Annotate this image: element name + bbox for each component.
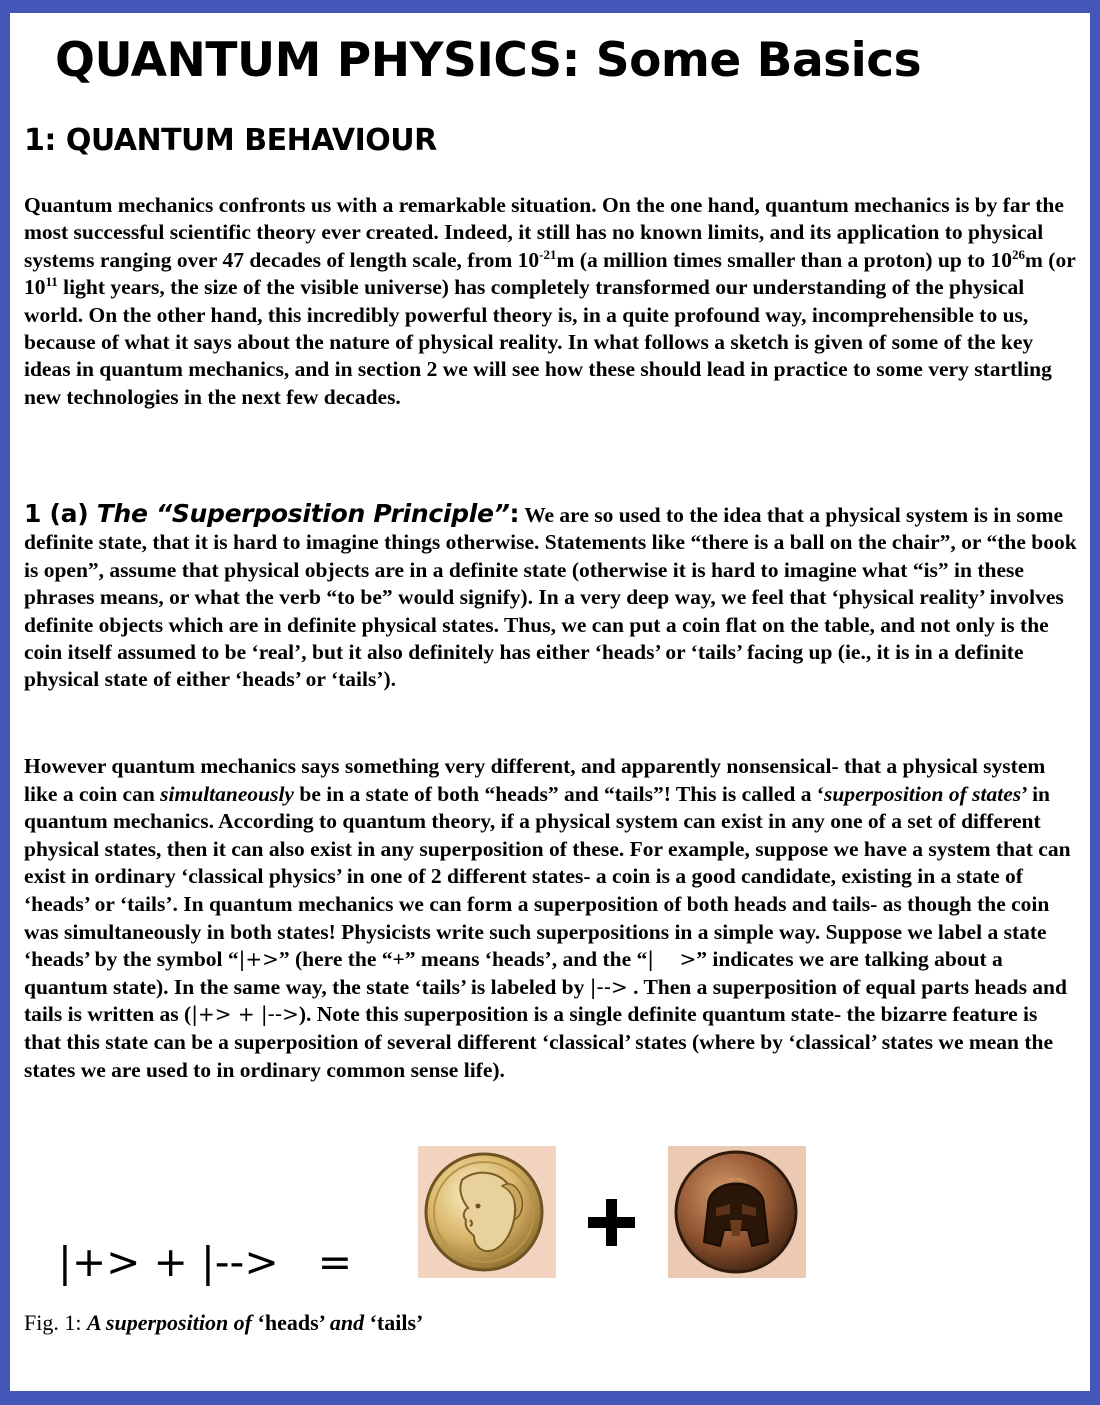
superposition-paragraph: 1 (a) The “Superposition Principle”: We are so used to the idea that a physical system is in some definite state, that it is hard to imagine things otherwise. Statements like “there is a ball on the chair”, or “the book is open”, assume that physical objects are in a definite state (otherwise it is hard to imagine what “is” in these phrases means, or what the verb “to be” would signify). In a very deep way, we feel that ‘physical reality’ involves definite objects which are in definite physical states. Thus, we can put a coin flat on the table, and not only is the coin itself assumed to be ‘real’, but it also definitely has either ‘heads’ or ‘tails’ facing up (ie., it is in a definite physical state of either ‘heads’ or ‘tails’). [24,499,1077,692]
ket-superposition: |+> + |--> [191,1002,299,1027]
document-page [10,13,1090,1391]
intro-paragraph: Quantum mechanics confronts us with a remarkable situation. On the one hand, quantum mechanics is by far the most successful scientific theory ever created. Indeed, it still has no known limits, and its application to physical systems ranging over 47 decades of length scale, from $10^{-21}m$ (a million times smaller than a proton) up to $10^{26}m$ (or $10^{11}$ light years, the size of the visible universe) has completely transformed our understanding of the physical world. On the other hand, this incredibly powerful theory is, in a quite profound way, incomprehensible to us, because of what it says about the nature of physical reality. In what follows a sketch is given of some of the key ideas in quantum mechanics, and in section 2 we will see how these should lead in practice to some very startling new technologies in the next few decades. [24,193,1076,409]
page-title: QUANTUM PHYSICS: Some Basics [55,33,922,88]
heads-coin-image [418,1146,556,1278]
ket-tails: |--> [589,974,628,999]
ket-symbol: | > [647,947,697,972]
superposition-equation: |+> + |--> = [58,1238,353,1286]
tails-coin-icon [668,1146,806,1278]
subsection-heading: 1 (a) The “Superposition Principle”: [24,499,520,528]
ket-heads: |+> [238,947,279,972]
plus-icon [588,1199,635,1246]
section-heading: 1: QUANTUM BEHAVIOUR [24,123,437,158]
quantum-paragraph: However quantum mechanics says something very different, and apparently nonsensical- that a physical system like a coin can simultaneously be in a state of both “heads” and “tails”! This is called a ‘superposition of states’ in quantum mechanics. According to quantum theory, if a physical system can exist in any one of a set of different physical states, then it can also exist in any superposition of these. For example, suppose we have a system that can exist in ordinary ‘classical physics’ in one of 2 different states- a coin is a good candidate, existing in a state of ‘heads’ or ‘tails’. In quantum mechanics we can form a superposition of both heads and tails- as though the coin was simultaneously in both states! Physicists write such superpositions in a simple way. Suppose we label a state ‘heads’ by the symbol “|+>” (here the “+” means ‘heads’, and the “| >” indicates we are talking about a quantum state). In the same way, the state ‘tails’ is labeled by |--> . Then a superposition of equal parts heads and tails is written as (|+> + |-->). Note this superposition is a single definite quantum state- the bizarre feature is that this state can be a superposition of several different ‘classical’ states (where by ‘classical’ states we mean the states we are used to in ordinary common sense life). [24,754,1071,1082]
tails-coin-image [668,1146,806,1278]
heads-coin-icon [418,1146,556,1278]
figure-caption: Fig. 1: A superposition of ‘heads’ and ‘tails’ [24,1310,424,1335]
